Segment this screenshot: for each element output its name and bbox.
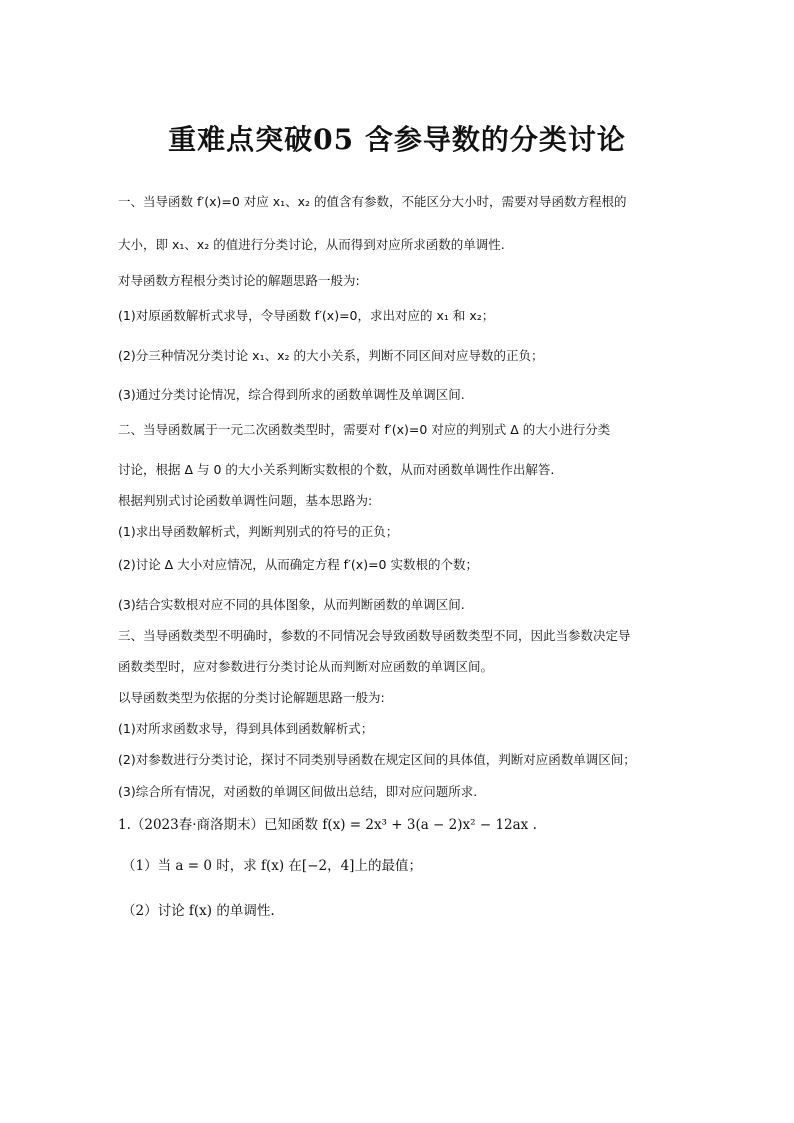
- text-line: 三、当导函数类型不明确时，参数的不同情况会导致函数导函数类型不同，因此当参数决定导: [118, 628, 631, 643]
- text-line: 大小，即 x₁、x₂ 的值进行分类讨论，从而得到对应所求函数的单调性.: [118, 237, 505, 252]
- text-line: (2)对参数进行分类讨论，探讨不同类别导函数在规定区间的具体值，判断对应函数单调区间；: [118, 752, 636, 767]
- text-line: (3)通过分类讨论情况，综合得到所求的函数单调性及单调区间.: [118, 387, 465, 402]
- text-line: (3)综合所有情况，对函数的单调区间做出总结，即对应问题所求.: [118, 784, 478, 799]
- page-title: 重难点突破05 含参导数的分类讨论: [168, 123, 626, 156]
- text-line: (1)对原函数解析式求导，令导函数 f′(x)=0，求出对应的 x₁ 和 x₂；: [118, 308, 495, 323]
- text-line: (2)讨论 Δ 大小对应情况，从而确定方程 f′(x)=0 实数根的个数；: [118, 557, 478, 572]
- exercise-part-2: （2）讨论 f(x) 的单调性.: [122, 903, 275, 919]
- exercise-part-1: （1）当 a = 0 时，求 f(x) 在[−2，4]上的最值；: [122, 858, 422, 874]
- text-line: (3)结合实数根对应不同的具体图象，从而判断函数的单调区间.: [118, 597, 465, 612]
- text-line: (1)求出导函数解析式，判断判别式的符号的正负；: [118, 524, 399, 539]
- text-line: 一、当导函数 f′(x)=0 对应 x₁、x₂ 的值含有参数，不能区分大小时，需要对导函数方程根的: [118, 194, 627, 209]
- text-line: 讨论，根据 Δ 与 0 的大小关系判断实数根的个数，从而对函数单调性作出解答.: [118, 462, 555, 477]
- exercise-question: 1.（2023春·商洛期末）已知函数 f(x) = 2x³ + 3(a − 2)x² − 12ax .: [118, 817, 537, 833]
- text-line: 二、当导函数属于一元二次函数类型时，需要对 f′(x)=0 对应的判别式 Δ 的大小进行分类: [118, 422, 611, 437]
- text-line: 根据判别式讨论函数单调性问题，基本思路为:: [118, 493, 373, 508]
- text-line: (2)分三种情况分类讨论 x₁、x₂ 的大小关系，判断不同区间对应导数的正负；: [118, 348, 544, 363]
- text-line: 函数类型时，应对参数进行分类讨论从而判断对应函数的单调区间。: [118, 659, 494, 674]
- text-line: (1)对所求函数求导，得到具体到函数解析式；: [118, 721, 374, 736]
- text-line: 对导函数方程根分类讨论的解题思路一般为:: [118, 273, 360, 288]
- text-line: 以导函数类型为依据的分类讨论解题思路一般为:: [118, 690, 385, 705]
